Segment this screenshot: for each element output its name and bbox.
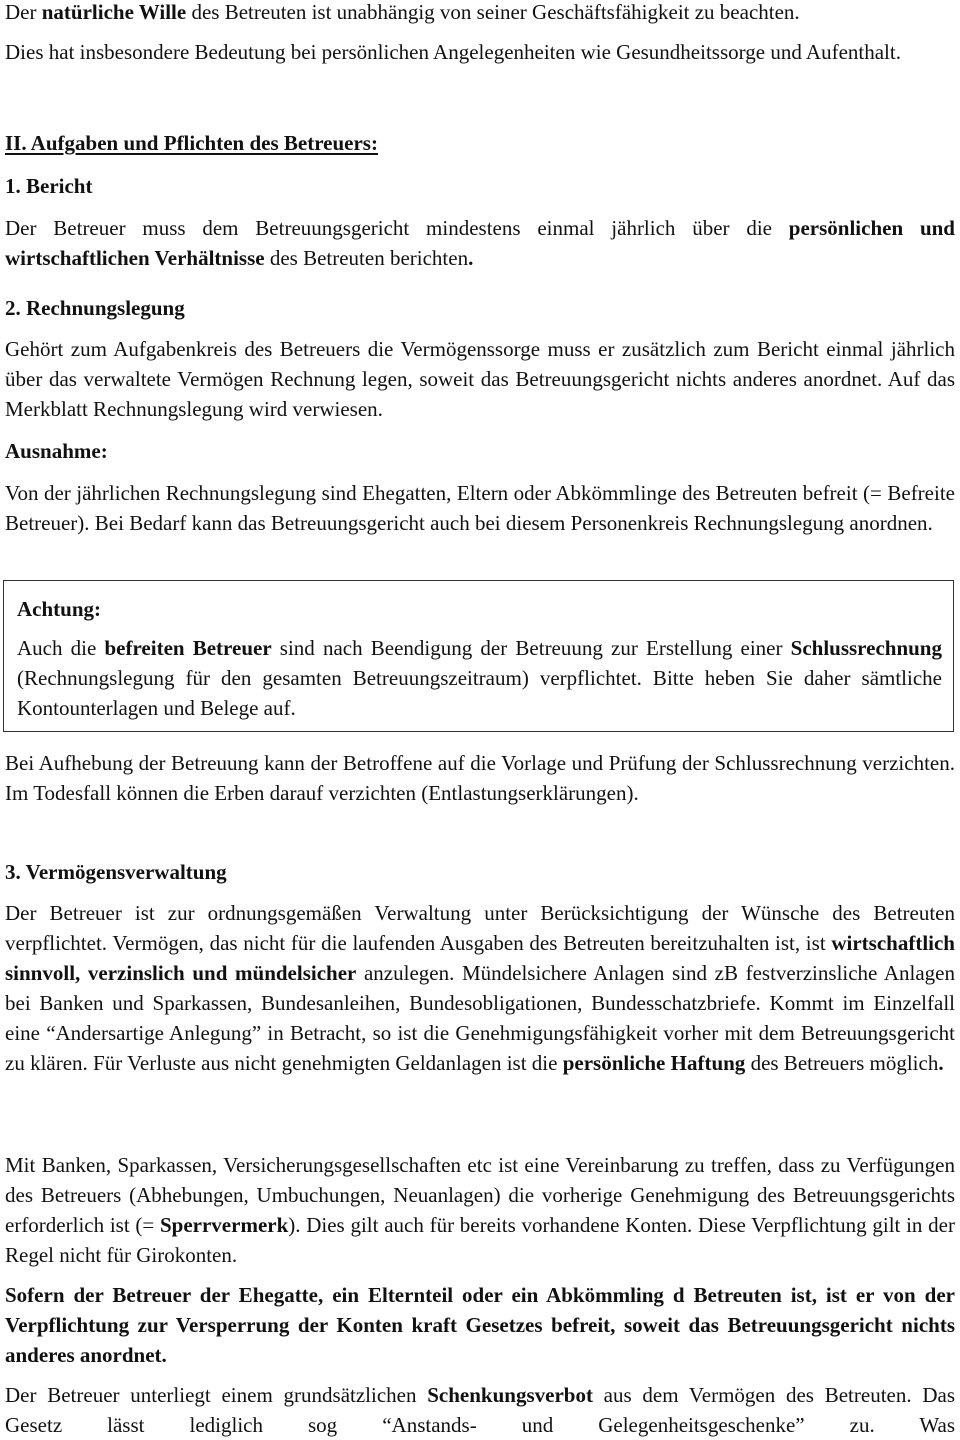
paragraph-achtung (17, 633, 942, 723)
text-run: anzulegen. Mündelsichere Anlagen sind zB festverzinsliche Anlagen bei Banken und Sparkassen, Bundesanleihen, Bundesobligationen, Bundesschatzbriefe. Kommt im Einzelfall eine “Andersartige Anlegung” in Betracht, so ist die Genehmigungsfähigkeit vorher mit dem Betreuungsgericht zu klären. Für Verluste aus nicht genehmigten Geldanlagen ist die (5, 961, 955, 1075)
paragraph-vermoegensverwaltung-2 (5, 1150, 955, 1270)
heading-vermoegensverwaltung: 3. Vermögensverwaltung (5, 860, 227, 884)
bold-term-circumstances: persönlichen und wirtschaftlichen Verhältnisse (5, 216, 955, 270)
bold-term-befreite-betreuer: befreiten Betreuer (104, 636, 272, 660)
section-title-duties: II. Aufgaben und Pflichten des Betreuers: (5, 131, 378, 155)
text-run: Der (5, 0, 42, 24)
text-run: des Betreuten ist unabhängig von seiner Geschäftsfähigkeit zu beachten. (186, 0, 800, 24)
text-run: Mit Banken, Sparkassen, Versicherungsgesellschaften etc ist eine Vereinbarung zu treffen, dass zu Verfügungen des Betreuers (Abhebungen, Umbuchungen, Neuanlagen) die vorherige Genehmigung des Betreuungsgerichts erforderlich ist (= (5, 1153, 955, 1237)
paragraph-vermoegensverwaltung-3-bold: Sofern der Betreuer der Ehegatte, ein Elternteil oder ein Abkömmling d Betreuten ist, ist er von der Verpflichtung zur Versperrung der Konten kraft Gesetzes befreit, soweit das Betreuungsgericht nichts anderes anordnet. (5, 1283, 955, 1367)
heading-rechnungslegung: 2. Rechnungslegung (5, 296, 185, 320)
bold-term-sperrvermerk: Sperrvermerk (159, 1213, 289, 1237)
heading-bericht: 1. Bericht (5, 174, 93, 198)
bold-term-schenkungsverbot: Schenkungsverbot (427, 1383, 593, 1407)
bold-term-schlussrechnung: Schlussrechnung (790, 636, 942, 660)
notice-box-achtung (3, 580, 954, 732)
text-run: . (938, 1051, 944, 1075)
text-run: ). Dies gilt auch für bereits vorhandene Konten. Diese Verpflichtung gilt in der Regel nicht für Girokonten. (5, 1213, 955, 1267)
paragraph-aufhebung: Bei Aufhebung der Betreuung kann der Betroffene auf die Vorlage und Prüfung der Schlussrechnung verzichten. Im Todesfall können die Erben darauf verzichten (Entlastungserklärungen). (5, 751, 955, 805)
intro-paragraph-significance: Dies hat insbesondere Bedeutung bei persönlichen Angelegenheiten wie Gesundheitssorge und Aufenthalt. (5, 40, 901, 64)
text-run: des Betreuten berichten (264, 246, 469, 270)
bold-term-personal-liability: persönliche Haftung (562, 1051, 746, 1075)
bold-term-natural-will: natürliche Wille (41, 0, 187, 24)
paragraph-ausnahme: Von der jährlichen Rechnungslegung sind Ehegatten, Eltern oder Abkömmlinge des Betreuten befreit (= Befreite Betreuer). Bei Bedarf kann das Betreuungsgericht auch bei diesem Personenkreis Rechnungslegung anordnen. (5, 481, 955, 535)
text-run: (Rechnungslegung für den gesamten Betreuungszeitraum) verpflichtet. Bitte heben Sie daher sämtliche Kontounterlagen und Belege auf. (17, 666, 942, 720)
bold-term-investment-rules: wirtschaftlich sinnvoll, verzinslich und mündelsicher (5, 931, 955, 985)
text-run: Der Betreuer ist zur ordnungsgemäßen Verwaltung unter Berücksichtigung der Wünsche des Betreuten verpflichtet. Vermögen, das nicht für die laufenden Ausgaben des Betreuten bereitzuhalten ist, ist (5, 901, 955, 955)
text-run: Der Betreuer muss dem Betreuungsgericht mindestens einmal jährlich über die (5, 216, 789, 240)
label-achtung: Achtung: (17, 597, 102, 621)
text-run: Auch die (17, 636, 105, 660)
text-run: Der Betreuer unterliegt einem grundsätzlichen (5, 1383, 428, 1407)
text-run: des Betreuers möglich (745, 1051, 939, 1075)
label-ausnahme: Ausnahme: (5, 439, 108, 463)
text-run: aus dem Vermögen des Betreuten. Das Gesetz lässt lediglich sog “Anstands- und Gelegenheitsgeschenke” zu. Was (5, 1383, 956, 1437)
paragraph-vermoegensverwaltung-1 (5, 898, 955, 1078)
text-run: sind nach Beendigung der Betreuung zur Erstellung einer (271, 636, 791, 660)
paragraph-rechnungslegung: Gehört zum Aufgabenkreis des Betreuers die Vermögenssorge muss er zusätzlich zum Bericht einmal jährlich über das verwaltete Vermögen Rechnung legen, soweit das Betreuungsgericht nichts anderes anordnet. Auf das Merkblatt Rechnungslegung wird verwiesen. (5, 337, 955, 421)
text-run: . (468, 246, 474, 270)
paragraph-bericht (5, 213, 955, 273)
paragraph-vermoegensverwaltung-4 (5, 1380, 955, 1440)
intro-paragraph-natural-will (5, 0, 955, 27)
